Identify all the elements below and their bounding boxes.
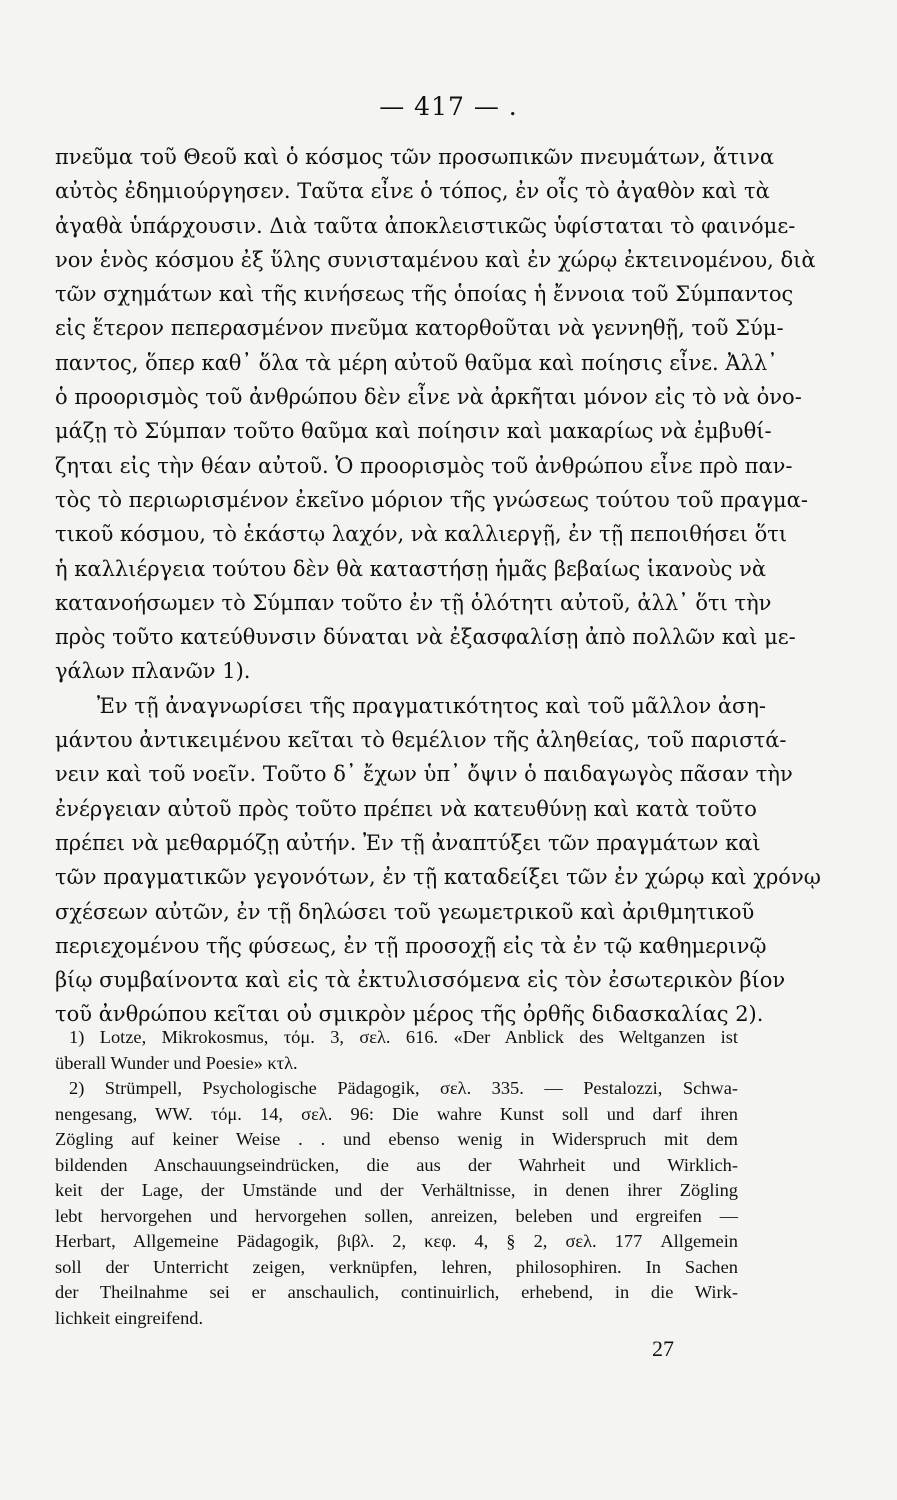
body-text xyxy=(55,140,821,1032)
footnote-line: lebt hervorgehen und hervorgehen sollen, anreizen, beleben und ergreifen — xyxy=(55,1205,738,1226)
footnote-line: soll der Unterricht zeigen, verknüpfen, lehren, philosophiren. In Sachen xyxy=(55,1256,738,1277)
footnote-line: 2) Strümpell, Psychologische Pädagogik, σελ. 335. — Pestalozzi, Schwa- xyxy=(69,1078,738,1098)
body-line: πρέπει νὰ μεθαρμόζῃ αὐτήν. Ἐν τῇ ἀναπτύξει τῶν πραγμάτων καὶ xyxy=(55,830,761,855)
body-line: εἰς ἕτερον πεπερασμένον πνεῦμα κατορθοῦται νὰ γεννηθῇ, τοῦ Σύμ- xyxy=(55,316,784,341)
body-line: σχέσεων αὐτῶν, ἐν τῇ δηλώσει τοῦ γεωμετρικοῦ καὶ ἀριθμητικοῦ xyxy=(55,899,755,924)
body-line: ζηται εἰς τὴν θέαν αὐτοῦ. Ὁ προορισμὸς τοῦ ἀνθρώπου εἶνε πρὸ παν- xyxy=(55,453,793,478)
body-line: νειν καὶ τοῦ νοεῖν. Τοῦτο δ᾿ ἔχων ὑπ᾿ ὄψιν ὁ παιδαγωγὸς πᾶσαν τὴν xyxy=(55,762,793,787)
footnote-line: keit der Lage, der Umstände und der Verhältnisse, in denen ihrer Zögling xyxy=(55,1180,738,1200)
body-line: ἡ καλλιέργεια τούτου δὲν θὰ καταστήσῃ ἡμᾶς βεβαίως ἱκανοὺς νὰ xyxy=(55,556,767,581)
body-line: τῶν πραγματικῶν γεγονότων, ἐν τῇ καταδείξει τῶν ἐν χώρῳ καὶ χρόνῳ xyxy=(55,865,821,890)
footnotes xyxy=(55,1025,738,1331)
signature-mark: 27 xyxy=(652,1336,674,1361)
footnote-line: lichkeit eingreifend. xyxy=(55,1307,204,1328)
body-line: παντος, ὅπερ καθ᾿ ὅλα τὰ μέρη αὐτοῦ θαῦμα καὶ ποίησις εἶνε. Ἀλλ᾿ xyxy=(55,350,778,375)
body-line: μάντου ἀντικειμένου κεῖται τὸ θεμέλιον τῆς ἀληθείας, τοῦ παριστά- xyxy=(55,728,787,753)
body-line: αὐτὸς ἐδημιούργησεν. Ταῦτα εἶνε ὁ τόπος, ἐν οἷς τὸ ἀγαθὸν καὶ τὰ xyxy=(55,179,770,204)
footnote-line: 1) Lotze, Mikrokosmus, τόμ. 3, σελ. 616. «Der Anblick des Weltganzen ist xyxy=(69,1027,738,1047)
body-line: κατανοήσωμεν τὸ Σύμπαν τοῦτο ἐν τῇ ὁλότητι αὐτοῦ, ἀλλ᾿ ὅτι τὴν xyxy=(55,590,772,615)
body-line: γάλων πλανῶν 1). xyxy=(55,659,251,684)
body-line: Ἐν τῇ ἀναγνωρίσει τῆς πραγματικότητος καὶ τοῦ μᾶλλον ἀση- xyxy=(97,693,767,718)
footnote-line: Herbart, Allgemeine Pädagogik, βιβλ. 2, κεφ. 4, § 2, σελ. 177 Allgemein xyxy=(55,1231,738,1251)
body-line: πνεῦμα τοῦ Θεοῦ καὶ ὁ κόσμος τῶν προσωπικῶν πνευμάτων, ἅτινα xyxy=(55,145,775,169)
body-line: ὁ προορισμὸς τοῦ ἀνθρώπου δὲν εἶνε νὰ ἀρκῆται μόνον εἰς τὸ νὰ ὀνο- xyxy=(55,385,802,410)
footnote-line: nengesang, WW. τόμ. 14, σελ. 96: Die wahre Kunst soll und darf ihren xyxy=(55,1103,738,1124)
body-line: τὸς τὸ περιωρισμένον ἐκεῖνο μόριον τῆς γνώσεως τούτου τοῦ πραγμα- xyxy=(55,487,808,512)
page-number: — 417 — . xyxy=(379,92,518,121)
footnote-line: Zögling auf keiner Weise . . und ebenso wenig in Widerspruch mit dem xyxy=(55,1129,738,1149)
footnote-line: bildenden Anschauungseindrücken, die aus der Wahrheit und Wirklich- xyxy=(55,1154,738,1175)
body-line: τικοῦ κόσμου, τὸ ἑκάστῳ λαχόν, νὰ καλλιεργῇ, ἐν τῇ πεποιθήσει ὅτι xyxy=(55,522,788,547)
body-line: περιεχομένου τῆς φύσεως, ἐν τῇ προσοχῇ εἰς τὰ ἐν τῷ καθημερινῷ xyxy=(55,933,767,958)
body-line: ἀγαθὰ ὑπάρχουσιν. Διὰ ταῦτα ἀποκλειστικῶς ὑφίσταται τὸ φαινόμε- xyxy=(55,213,796,238)
body-line: μάζῃ τὸ Σύμπαν τοῦτο θαῦμα καὶ ποίησιν καὶ μακαρίως νὰ ἐμβυθί- xyxy=(55,419,772,444)
body-line: ἐνέργειαν αὐτοῦ πρὸς τοῦτο πρέπει νὰ κατευθύνῃ καὶ κατὰ τοῦτο xyxy=(55,796,757,821)
body-line: τῶν σχημάτων καὶ τῆς κινήσεως τῆς ὁποίας ἡ ἔννοια τοῦ Σύμπαντος xyxy=(55,282,794,307)
footnote-line: der Theilnahme sei er anschaulich, continuirlich, erhebend, in die Wirk- xyxy=(55,1282,738,1302)
body-line: πρὸς τοῦτο κατεύθυνσιν δύναται νὰ ἐξασφαλίσῃ ἀπὸ πολλῶν καὶ με- xyxy=(55,625,796,650)
footnote-line: überall Wunder und Poesie» κτλ. xyxy=(55,1052,298,1073)
body-line: νον ἑνὸς κόσμου ἐξ ὕλης συνισταμένου καὶ ἐν χώρῳ ἐκτεινομένου, διὰ xyxy=(55,247,816,272)
body-line: τοῦ ἀνθρώπου κεῖται οὐ σμικρὸν μέρος τῆς ὀρθῆς διδασκαλίας 2). xyxy=(55,1002,764,1027)
body-line: βίῳ συμβαίνοντα καὶ εἰς τὰ ἐκτυλισσόμενα εἰς τὸν ἐσωτερικὸν βίον xyxy=(55,968,786,993)
